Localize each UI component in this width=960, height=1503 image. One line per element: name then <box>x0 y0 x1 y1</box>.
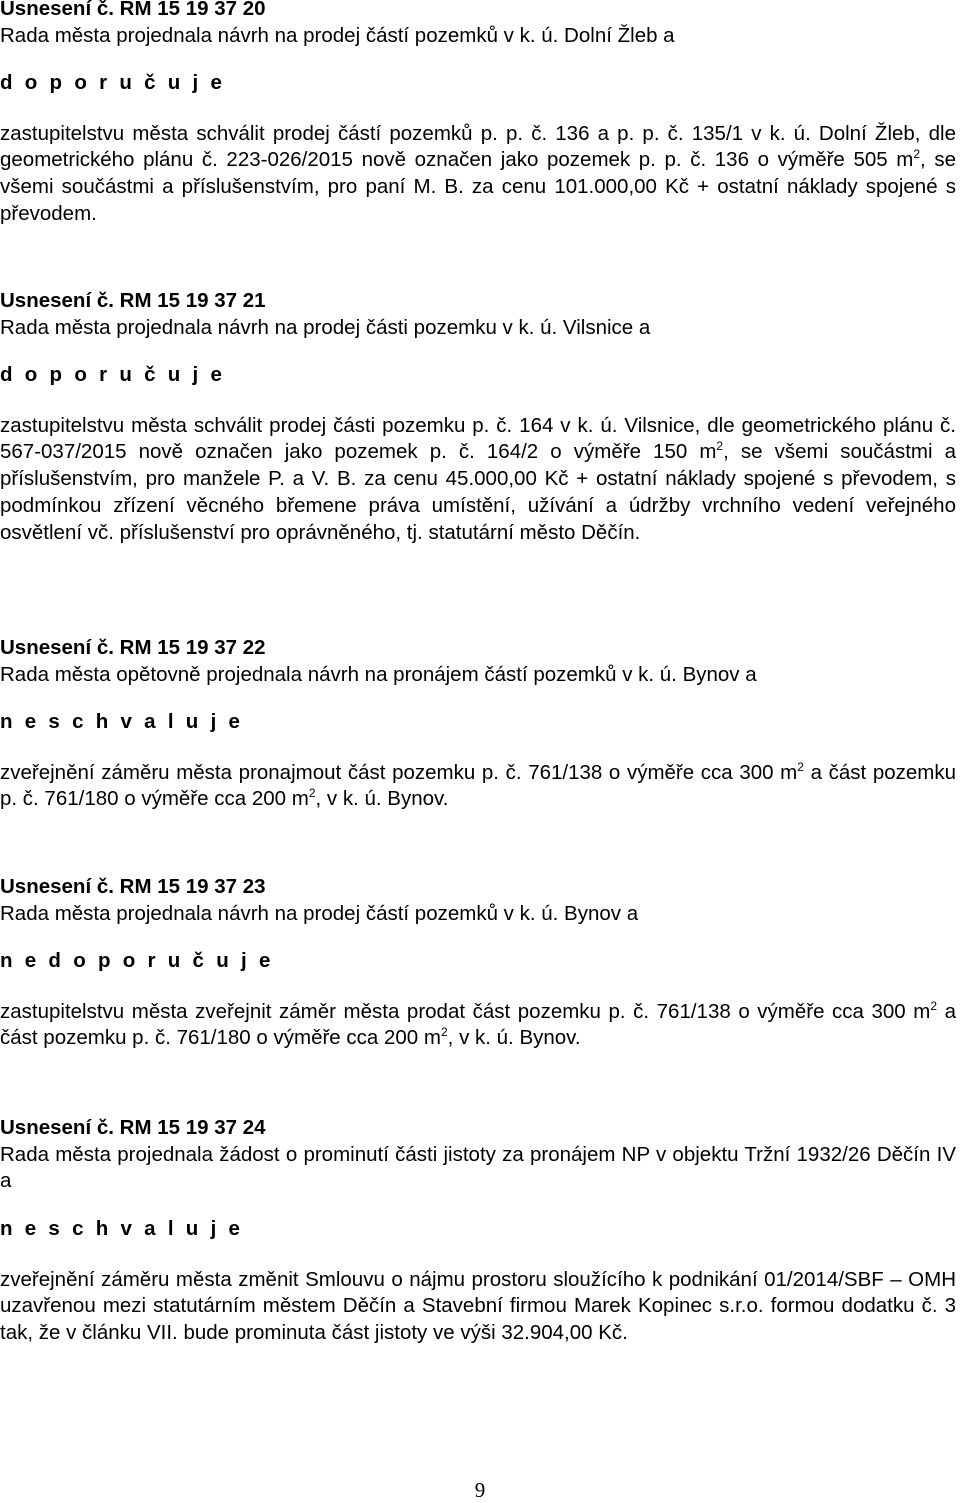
superscript: 2 <box>308 786 316 801</box>
resolution-block <box>0 288 956 546</box>
resolution-verb: n e s c h v a l u j e <box>0 710 242 733</box>
body-text-part: zastupitelstvu města schválit prodej částí pozemků p. p. č. 136 a p. p. č. 135/1 v k. ú. Dolní Žleb, dle geometrického plánu č. 223-026/2015 nově označen jako pozemek p. p. č. 136 o výměře 505 m <box>0 121 956 172</box>
resolution-block <box>0 1115 956 1347</box>
resolution-heading <box>0 0 956 23</box>
resolution-verb: n e s c h v a l u j e <box>0 1217 242 1241</box>
heading-label: Usnesení č. <box>0 289 114 312</box>
resolution-block <box>0 874 956 1052</box>
superscript: 2 <box>913 147 921 162</box>
body-text-part: zastupitelstvu města schválit prodej části pozemku p. č. 164 v k. ú. Vilsnice, dle geometrického plánu č. 567-037/2015 nově označen jako pozemek p. č. 164/2 o výměře 150 m <box>0 413 956 464</box>
resolution-body <box>0 760 956 814</box>
resolution-body <box>0 1267 956 1347</box>
resolution-number: RM 15 19 37 22 <box>119 636 266 659</box>
body-text-part: a část pozemku p. č. 761/180 o výměře cca 200 m <box>0 999 956 1050</box>
resolution-number: RM 15 19 37 23 <box>119 875 266 898</box>
body-text-part: , v k. ú. Bynov. <box>315 787 449 811</box>
resolution-intro: Rada města projednala návrh na prodej částí pozemků v k. ú. Bynov a <box>0 901 639 925</box>
heading-label: Usnesení č. <box>0 1116 114 1139</box>
superscript: 2 <box>797 759 804 774</box>
resolution-heading <box>0 635 956 662</box>
resolution-verb: d o p o r u č u j e <box>0 363 224 386</box>
heading-label: Usnesení č. <box>0 636 114 659</box>
body-text-part: , se všemi součástmi a příslušenstvím, pro paní M. B. za cenu 101.000,00 Kč + ostatní náklady spojené s převodem. <box>0 148 956 225</box>
resolution-body <box>0 999 956 1053</box>
resolution-heading <box>0 874 956 901</box>
heading-label: Usnesení č. <box>0 0 114 20</box>
resolution-number: RM 15 19 37 24 <box>119 1116 266 1139</box>
resolution-heading <box>0 288 956 315</box>
resolution-block <box>0 0 956 228</box>
superscript: 2 <box>930 998 938 1013</box>
body-text-part: zastupitelstvu města zveřejnit záměr města prodat část pozemku p. č. 761/138 o výměře cca 300 m <box>0 999 931 1023</box>
resolution-body <box>0 413 956 547</box>
resolution-heading <box>0 1115 956 1142</box>
resolution-number: RM 15 19 37 21 <box>119 289 266 312</box>
superscript: 2 <box>716 439 724 454</box>
resolution-body <box>0 121 956 228</box>
resolution-intro: Rada města projednala návrh na prodej částí pozemků v k. ú. Dolní Žleb a <box>0 23 675 47</box>
resolution-block <box>0 635 956 813</box>
resolution-number: RM 15 19 37 20 <box>119 0 266 20</box>
resolution-intro: Rada města projednala návrh na prodej části pozemku v k. ú. Vilsnice a <box>0 315 651 339</box>
body-text-part: , se všemi součástmi a příslušenstvím, pro manžele P. a V. B. za cenu 45.000,00 Kč + ostatní náklady spojené s převodem, s podmínkou zřízení věcného břemene práva umístění, užívání a údržby vrchního vedení veřejného osvětlení vč. příslušenství pro oprávněného, tj. statutární město Děčín. <box>0 440 956 544</box>
body-text-part: a část pozemku p. č. 761/180 o výměře cca 200 m <box>0 760 957 811</box>
resolution-verb: n e d o p o r u č u j e <box>0 949 272 972</box>
body-text-part: zveřejnění záměru města změnit Smlouvu o nájmu prostoru sloužícího k podnikání 01/2014/SBF – OMH uzavřenou mezi statutárním městem Děčín a Stavební firmou Marek Kopinec s.r.o. formou dodatku č. 3 tak, že v článku VII. bude prominuta část jistoty ve výši 32.904,00 Kč. <box>0 1267 956 1345</box>
heading-label: Usnesení č. <box>0 875 114 898</box>
resolution-intro: Rada města opětovně projednala návrh na pronájem částí pozemků v k. ú. Bynov a <box>0 662 757 686</box>
body-text-part: zveřejnění záměru města pronajmout část pozemku p. č. 761/138 o výměře cca 300 m <box>0 760 798 784</box>
superscript: 2 <box>440 1025 448 1040</box>
resolution-verb: d o p o r u č u j e <box>0 71 224 94</box>
page-number: 9 <box>474 1478 486 1502</box>
body-text-part: , v k. ú. Bynov. <box>447 1026 581 1050</box>
resolution-intro: Rada města projednala žádost o prominutí části jistoty za pronájem NP v objektu Tržní 1932/26 Děčín IV a <box>0 1142 956 1193</box>
